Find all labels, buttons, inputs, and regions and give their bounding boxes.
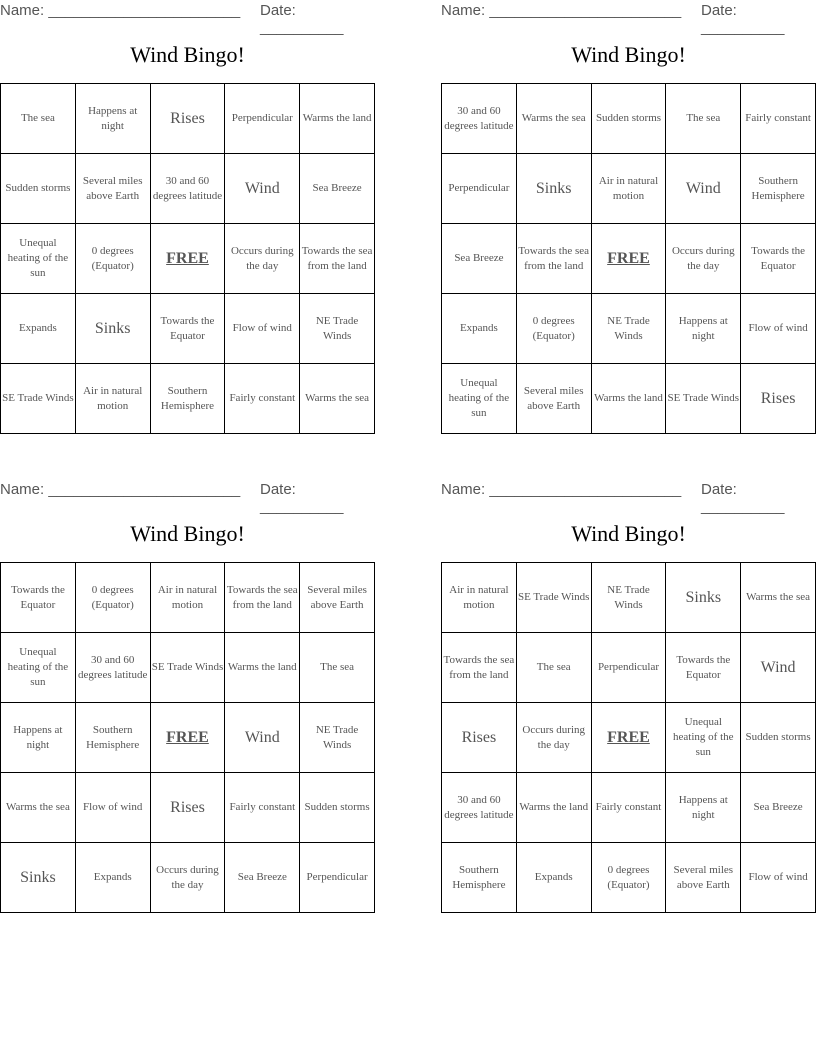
bingo-cell[interactable]: Fairly constant bbox=[741, 84, 816, 154]
bingo-cell[interactable]: Warms the land bbox=[592, 364, 667, 434]
bingo-cell[interactable]: Occurs during the day bbox=[225, 224, 300, 294]
name-field[interactable]: Name: _______________________ bbox=[441, 2, 682, 19]
bingo-cell[interactable]: Sudden storms bbox=[741, 703, 816, 773]
bingo-cell[interactable]: Air in natural motion bbox=[592, 154, 667, 224]
bingo-cell[interactable]: NE Trade Winds bbox=[592, 563, 667, 633]
bingo-cell[interactable]: Southern Hemisphere bbox=[76, 703, 151, 773]
name-field[interactable]: Name: _______________________ bbox=[441, 481, 682, 498]
bingo-cell[interactable]: Unequal heating of the sun bbox=[442, 364, 517, 434]
date-field[interactable]: Date: __________ bbox=[260, 2, 344, 36]
free-space-cell[interactable]: FREE bbox=[592, 224, 667, 294]
card-header bbox=[441, 0, 816, 36]
bingo-grid bbox=[441, 562, 816, 913]
card-header bbox=[441, 479, 816, 515]
bingo-cell[interactable]: Fairly constant bbox=[225, 773, 300, 843]
bingo-cell[interactable]: Towards the Equator bbox=[151, 294, 226, 364]
bingo-cell[interactable]: Sinks bbox=[517, 154, 592, 224]
bingo-cell[interactable]: Sea Breeze bbox=[741, 773, 816, 843]
bingo-cell[interactable]: Wind bbox=[225, 703, 300, 773]
bingo-cell[interactable]: SE Trade Winds bbox=[666, 364, 741, 434]
bingo-grid bbox=[441, 83, 816, 434]
bingo-cell[interactable]: Air in natural motion bbox=[442, 563, 517, 633]
bingo-cell[interactable]: 30 and 60 degrees latitude bbox=[76, 633, 151, 703]
bingo-cell[interactable]: Several miles above Earth bbox=[666, 843, 741, 913]
bingo-cell[interactable]: Several miles above Earth bbox=[76, 154, 151, 224]
bingo-cell[interactable]: Warms the land bbox=[300, 84, 375, 154]
bingo-cell[interactable]: Unequal heating of the sun bbox=[1, 633, 76, 703]
card-header bbox=[0, 0, 375, 36]
bingo-cell[interactable]: Sinks bbox=[666, 563, 741, 633]
bingo-cell[interactable]: Warms the sea bbox=[300, 364, 375, 434]
bingo-cell[interactable]: Sea Breeze bbox=[442, 224, 517, 294]
bingo-cell[interactable]: Towards the Equator bbox=[666, 633, 741, 703]
bingo-cell[interactable]: The sea bbox=[300, 633, 375, 703]
bingo-cell[interactable]: Warms the sea bbox=[517, 84, 592, 154]
bingo-cell[interactable]: Rises bbox=[151, 773, 226, 843]
bingo-cell[interactable]: Sinks bbox=[76, 294, 151, 364]
bingo-cell[interactable]: Sea Breeze bbox=[225, 843, 300, 913]
bingo-cell[interactable]: Towards the sea from the land bbox=[442, 633, 517, 703]
date-field[interactable]: Date: __________ bbox=[260, 481, 344, 515]
bingo-cell[interactable]: Southern Hemisphere bbox=[442, 843, 517, 913]
bingo-cell[interactable]: 30 and 60 degrees latitude bbox=[442, 84, 517, 154]
bingo-cell[interactable]: The sea bbox=[517, 633, 592, 703]
bingo-cell[interactable]: Sinks bbox=[1, 843, 76, 913]
bingo-cell[interactable]: Towards the sea from the land bbox=[300, 224, 375, 294]
bingo-cell[interactable]: Occurs during the day bbox=[517, 703, 592, 773]
bingo-cell[interactable]: Southern Hemisphere bbox=[741, 154, 816, 224]
free-space-cell[interactable]: FREE bbox=[151, 703, 226, 773]
bingo-cell[interactable]: Air in natural motion bbox=[151, 563, 226, 633]
card-title: Wind Bingo! bbox=[571, 42, 686, 67]
bingo-cell[interactable]: NE Trade Winds bbox=[300, 294, 375, 364]
bingo-cell[interactable]: Flow of wind bbox=[76, 773, 151, 843]
bingo-cell[interactable]: SE Trade Winds bbox=[151, 633, 226, 703]
bingo-cell[interactable]: Expands bbox=[517, 843, 592, 913]
bingo-cell[interactable]: Sudden storms bbox=[300, 773, 375, 843]
bingo-cell[interactable]: Rises bbox=[151, 84, 226, 154]
bingo-cell[interactable]: Perpendicular bbox=[442, 154, 517, 224]
bingo-cell[interactable]: Happens at night bbox=[666, 294, 741, 364]
bingo-cell[interactable]: Sea Breeze bbox=[300, 154, 375, 224]
bingo-cell[interactable]: Perpendicular bbox=[300, 843, 375, 913]
free-space-cell[interactable]: FREE bbox=[592, 703, 667, 773]
name-field[interactable]: Name: _______________________ bbox=[0, 2, 241, 19]
bingo-cell[interactable]: Rises bbox=[442, 703, 517, 773]
bingo-cell[interactable]: Southern Hemisphere bbox=[151, 364, 226, 434]
bingo-cell[interactable]: Flow of wind bbox=[225, 294, 300, 364]
bingo-cell[interactable]: Sudden storms bbox=[1, 154, 76, 224]
bingo-cell[interactable]: Several miles above Earth bbox=[517, 364, 592, 434]
bingo-cell[interactable]: Fairly constant bbox=[225, 364, 300, 434]
bingo-grid bbox=[0, 83, 375, 434]
bingo-cell[interactable]: Wind bbox=[225, 154, 300, 224]
card-header bbox=[0, 479, 375, 515]
bingo-cell[interactable]: Flow of wind bbox=[741, 843, 816, 913]
bingo-cell[interactable]: SE Trade Winds bbox=[1, 364, 76, 434]
date-field[interactable]: Date: __________ bbox=[701, 2, 785, 36]
bingo-cell[interactable]: Flow of wind bbox=[741, 294, 816, 364]
date-field[interactable]: Date: __________ bbox=[701, 481, 785, 515]
bingo-cell[interactable]: Warms the sea bbox=[1, 773, 76, 843]
bingo-cell[interactable]: Occurs during the day bbox=[666, 224, 741, 294]
bingo-cell[interactable]: Occurs during the day bbox=[151, 843, 226, 913]
card-title: Wind Bingo! bbox=[571, 521, 686, 546]
name-field[interactable]: Name: _______________________ bbox=[0, 481, 241, 498]
bingo-cell[interactable]: Towards the sea from the land bbox=[225, 563, 300, 633]
bingo-cell[interactable]: Unequal heating of the sun bbox=[666, 703, 741, 773]
bingo-cell[interactable]: Happens at night bbox=[1, 703, 76, 773]
bingo-cell[interactable]: 0 degrees (Equator) bbox=[592, 843, 667, 913]
card-title: Wind Bingo! bbox=[130, 521, 245, 546]
bingo-cell[interactable]: Towards the Equator bbox=[1, 563, 76, 633]
bingo-grid bbox=[0, 562, 375, 913]
bingo-cell[interactable]: NE Trade Winds bbox=[592, 294, 667, 364]
bingo-cell[interactable]: Air in natural motion bbox=[76, 364, 151, 434]
bingo-cell[interactable]: Expands bbox=[442, 294, 517, 364]
bingo-cell[interactable]: Warms the sea bbox=[741, 563, 816, 633]
bingo-cell[interactable]: NE Trade Winds bbox=[300, 703, 375, 773]
bingo-cell[interactable]: Expands bbox=[1, 294, 76, 364]
bingo-cell[interactable]: The sea bbox=[1, 84, 76, 154]
bingo-cell[interactable]: Perpendicular bbox=[592, 633, 667, 703]
bingo-cell[interactable]: 30 and 60 degrees latitude bbox=[151, 154, 226, 224]
bingo-cell[interactable]: 0 degrees (Equator) bbox=[517, 294, 592, 364]
bingo-cell[interactable]: Wind bbox=[741, 633, 816, 703]
bingo-cell[interactable]: Several miles above Earth bbox=[300, 563, 375, 633]
bingo-cell[interactable]: Happens at night bbox=[666, 773, 741, 843]
card-title: Wind Bingo! bbox=[130, 42, 245, 67]
bingo-cell[interactable]: 0 degrees (Equator) bbox=[76, 563, 151, 633]
bingo-cell[interactable]: Warms the land bbox=[225, 633, 300, 703]
bingo-cell[interactable]: SE Trade Winds bbox=[517, 563, 592, 633]
bingo-cell[interactable]: 0 degrees (Equator) bbox=[76, 224, 151, 294]
bingo-cell[interactable]: Towards the Equator bbox=[741, 224, 816, 294]
bingo-cell[interactable]: Perpendicular bbox=[225, 84, 300, 154]
bingo-cell[interactable]: Fairly constant bbox=[592, 773, 667, 843]
bingo-cell[interactable]: Sudden storms bbox=[592, 84, 667, 154]
bingo-cell[interactable]: Wind bbox=[666, 154, 741, 224]
bingo-cell[interactable]: The sea bbox=[666, 84, 741, 154]
free-space-cell[interactable]: FREE bbox=[151, 224, 226, 294]
bingo-cell[interactable]: Unequal heating of the sun bbox=[1, 224, 76, 294]
bingo-cell[interactable]: 30 and 60 degrees latitude bbox=[442, 773, 517, 843]
bingo-cell[interactable]: Expands bbox=[76, 843, 151, 913]
bingo-cell[interactable]: Towards the sea from the land bbox=[517, 224, 592, 294]
bingo-cell[interactable]: Rises bbox=[741, 364, 816, 434]
bingo-cell[interactable]: Warms the land bbox=[517, 773, 592, 843]
bingo-cell[interactable]: Happens at night bbox=[76, 84, 151, 154]
